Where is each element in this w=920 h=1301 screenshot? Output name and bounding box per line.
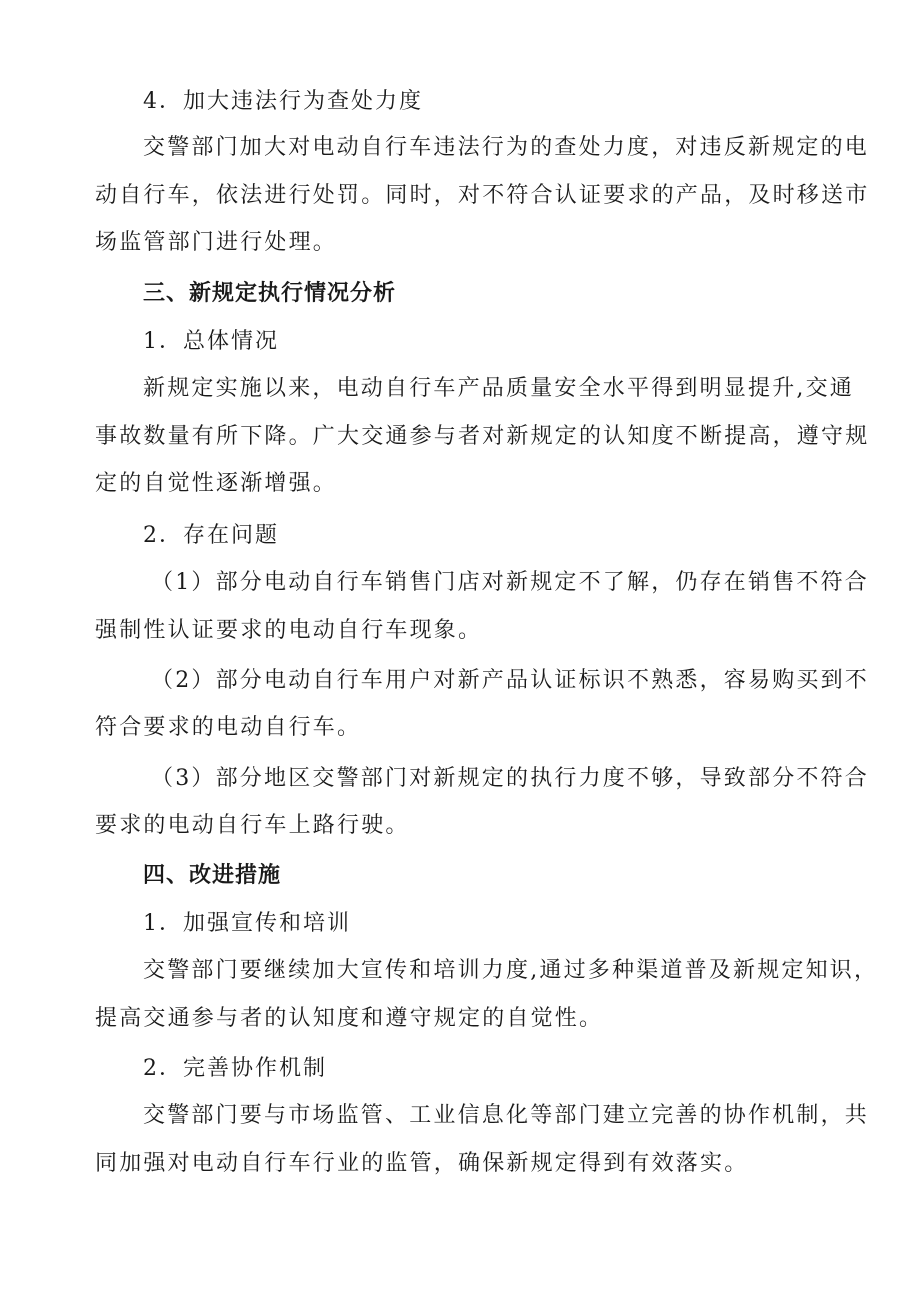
paragraph-line: 同加强对电动自行车行业的监管，确保新规定得到有效落实。 bbox=[95, 1151, 749, 1176]
paragraph-line: 场监管部门进行处理。 bbox=[95, 230, 338, 255]
paragraph-line: 提高交通参与者的认知度和遵守规定的自觉性。 bbox=[95, 1006, 604, 1031]
subheading-cooperation: 2．完善协作机制 bbox=[143, 1056, 327, 1081]
paragraph-line: 定的自觉性逐渐增强。 bbox=[95, 471, 338, 496]
paragraph-line: 交警部门要继续加大宣传和培训力度,通过多种渠道普及新规定知识， bbox=[143, 958, 879, 983]
list-item-line: （1）部分电动自行车销售门店对新规定不了解，仍存在销售不符合 bbox=[151, 570, 869, 595]
list-item-line: （2）部分电动自行车用户对新产品认证标识不熟悉，容易购买到不 bbox=[151, 668, 869, 693]
subheading-overall: 1．总体情况 bbox=[143, 329, 279, 354]
subheading-strengthen-enforcement: 4．加大违法行为查处力度 bbox=[143, 89, 423, 114]
section-heading-4: 四、改进措施 bbox=[143, 863, 282, 888]
list-item-line: 强制性认证要求的电动自行车现象。 bbox=[95, 618, 483, 643]
paragraph-line: 动自行车，依法进行处罚。同时，对不符合认证要求的产品，及时移送市 bbox=[95, 183, 870, 208]
list-item-line: 要求的电动自行车上路行驶。 bbox=[95, 813, 410, 838]
list-item-line: （3）部分地区交警部门对新规定的执行力度不够，导致部分不符合 bbox=[151, 766, 869, 791]
paragraph-line: 事故数量有所下降。广大交通参与者对新规定的认知度不断提高，遵守规 bbox=[95, 424, 870, 449]
subheading-problems: 2．存在问题 bbox=[143, 523, 279, 548]
paragraph-line: 新规定实施以来，电动自行车产品质量安全水平得到明显提升,交通 bbox=[143, 376, 854, 401]
section-heading-3: 三、新规定执行情况分析 bbox=[143, 281, 397, 306]
subheading-publicity-training: 1．加强宣传和培训 bbox=[143, 911, 351, 936]
list-item-line: 符合要求的电动自行车。 bbox=[95, 715, 362, 740]
paragraph-line: 交警部门加大对电动自行车违法行为的查处力度，对违反新规定的电 bbox=[143, 135, 870, 160]
paragraph-line: 交警部门要与市场监管、工业信息化等部门建立完善的协作机制，共 bbox=[143, 1103, 870, 1128]
